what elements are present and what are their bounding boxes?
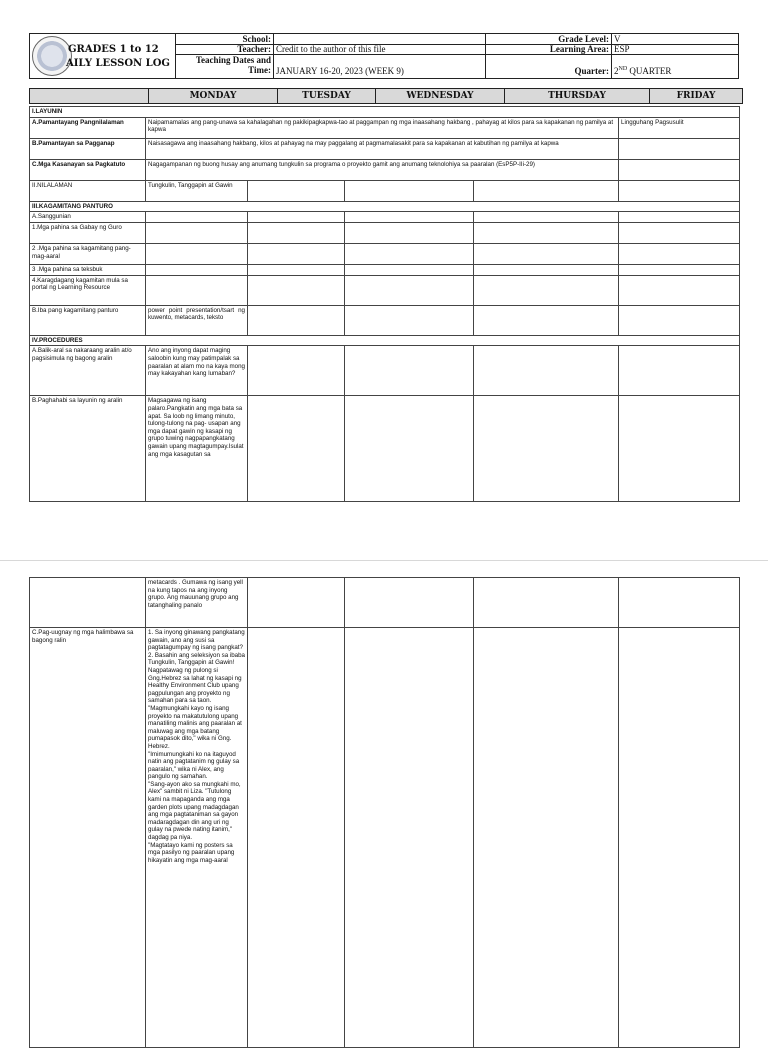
table-row — [30, 275, 740, 305]
lesson-plan-table-continued — [29, 577, 740, 1048]
monday-cell: metacards . Gumawa ng isang yell na kung tapos na ang inyong grupo. Ang mauunang grupo ang tatanghaling panalo — [146, 578, 248, 628]
day-tuesday: TUESDAY — [277, 89, 375, 103]
monday-cell: 1. Sa inyong ginawang pangkatang gawain, ano ang susi sa pagtatagumpay ng isang pangkat? 2. Basahin ang seleksiyon sa ibaba Tungkulin, Tanggapin at Gawin! Nagpatawag ng pulong si Gng.Hebrez sa lahat ng kasapi ng Healthy Environment Club upang pagpulungan ang proyekto ng samahan para sa taon. "Magmungkahi kayo ng isang proyekto na makatutulong upang manatiling malinis ang paaralan at maluwag ang mga batang pumapasok dito," wika ni Gng. Hebrez. "Imimumungkahi ko na itaguyod natin ang pagtatanim ng gulay sa paaralan," wika ni Alex, ang pangulo ng samahan. "Sang-ayon ako sa mungkahi mo, Alex" sambit ni Liza. "Tutulong kami na mapaganda ang mga garden plots upang madagdagan ang mga pagtataniman sa gayon madaragdagan din ang uri ng gulay na pwede nating itanim," dagdag pa niya. "Magtatayo kami ng posters sa mga pasilyo ng paaralan upang hikayatin ang mga mag-aaral — [146, 628, 248, 1048]
dates-label-line2: Time: — [248, 65, 271, 75]
table-row — [30, 159, 740, 180]
table-row — [30, 335, 740, 346]
row-label: A.Sanggunian — [30, 212, 146, 223]
monday-cell: Tungkulin, Tanggapin at Gawin — [146, 180, 248, 201]
day-wednesday: WEDNESDAY — [375, 89, 504, 103]
day-monday: MONDAY — [148, 89, 277, 103]
table-row — [30, 223, 740, 244]
grade-level-value: V — [614, 34, 621, 44]
table-row — [30, 201, 740, 212]
row-label: B.Pamantayan sa Pagganap — [30, 138, 146, 159]
row-label: 4.Karagdagang kagamitan mula sa portal ng Learning Resource — [30, 275, 146, 305]
school-label: School: — [242, 34, 271, 44]
lesson-log-header — [29, 33, 739, 79]
table-row — [30, 107, 740, 118]
row-label: B.Iba pang kagamitang panturo — [30, 305, 146, 335]
header-title-line2: AILY LESSON LOG — [66, 58, 170, 69]
row-text: Naipamamalas ang pang-unawa sa kahalagahan ng pakikipagkapwa-tao at paggampan ng mga inaasahang hakbang , pahayag at kilos para sa kapakanan ng pamilya at kapwa — [146, 117, 619, 138]
monday-cell: power point presentation/tsart ng kuwento, metacards, teksto — [146, 305, 248, 335]
grade-level-label: Grade Level: — [558, 34, 609, 44]
teacher-label: Teacher: — [237, 44, 271, 54]
dates-label-line1: Teaching Dates and — [195, 55, 271, 65]
quarter-label: Quarter: — [574, 66, 609, 76]
dates-value: JANUARY 16-20, 2023 (WEEK 9) — [276, 66, 404, 76]
section-procedures: IV.PROCEDURES — [30, 335, 740, 346]
day-header-row — [29, 88, 743, 104]
row-label: C.Pag-uugnay ng mga halimbawa sa bagong ralin — [30, 628, 146, 1048]
row-label: B.Paghahabi sa layunin ng aralin — [30, 396, 146, 502]
row-label: 1.Mga pahina sa Gabay ng Guro — [30, 223, 146, 244]
row-label: A.Balik-aral sa nakaraang aralin at/o pagsisimula ng bagong aralin — [30, 346, 146, 396]
table-row — [30, 180, 740, 201]
row-label: C.Mga Kasanayan sa Pagkatuto — [30, 159, 146, 180]
day-thursday: THURSDAY — [504, 89, 649, 103]
header-title-line1: GRADES 1 to 12 — [68, 44, 159, 55]
table-row — [30, 396, 740, 502]
table-row — [30, 628, 740, 1048]
section-layunin: I.LAYUNIN — [30, 107, 740, 118]
row-label: 3 .Mga pahina sa teksbuk — [30, 265, 146, 276]
table-row — [30, 578, 740, 628]
monday-cell: Magsagawa ng isang palaro.Pangkatin ang mga bata sa apat. Sa loob ng limang minuto, tulong-tulong na pag- usapan ang mga dapat gawin ng kasapi ng grupo tuwing nagpapangkatang gawain upang magtagumpay.Isulat ang mga kasagutan sa — [146, 396, 248, 502]
page-two — [0, 560, 768, 1025]
table-row — [30, 138, 740, 159]
learning-area-label: Learning Area: — [549, 44, 609, 54]
learning-area-value: ESP — [614, 44, 630, 54]
friday-cell: Lingguhang Pagsusulit — [619, 117, 740, 138]
day-friday: FRIDAY — [649, 89, 742, 103]
table-row — [30, 244, 740, 265]
deped-seal-icon — [32, 36, 72, 76]
row-label: II.NILALAMAN — [30, 180, 146, 201]
lesson-plan-table — [29, 106, 740, 502]
row-text: Nagagampanan ng buong husay ang anumang tungkulin sa programa o proyekto gamit ang anumang teknolohiya sa paaralan (EsP5P-IIi-29) — [146, 159, 619, 180]
table-row — [30, 212, 740, 223]
quarter-value: 2ND QUARTER — [614, 66, 672, 76]
table-row — [30, 305, 740, 335]
row-text: Naisasagawa ang inaasahang hakbang, kilos at pahayag na may paggalang at pagmamalasakit para sa kapakanan at kabutihan ng pamilya at kapwa — [146, 138, 619, 159]
table-row — [30, 117, 740, 138]
row-label: A.Pamantayang Pangnilalaman — [30, 117, 146, 138]
table-row — [30, 265, 740, 276]
teacher-value: Credit to the author of this file — [276, 44, 386, 54]
section-kagamitan: III.KAGAMITANG PANTURO — [30, 201, 740, 212]
table-row — [30, 346, 740, 396]
monday-cell: Ano ang inyong dapat maging saloobin kung may patimpalak sa paaralan at alam mo na kaya mong may kakayahan kang lumaban? — [146, 346, 248, 396]
row-label: 2 .Mga pahina sa kagamitang pang-mag-aaral — [30, 244, 146, 265]
